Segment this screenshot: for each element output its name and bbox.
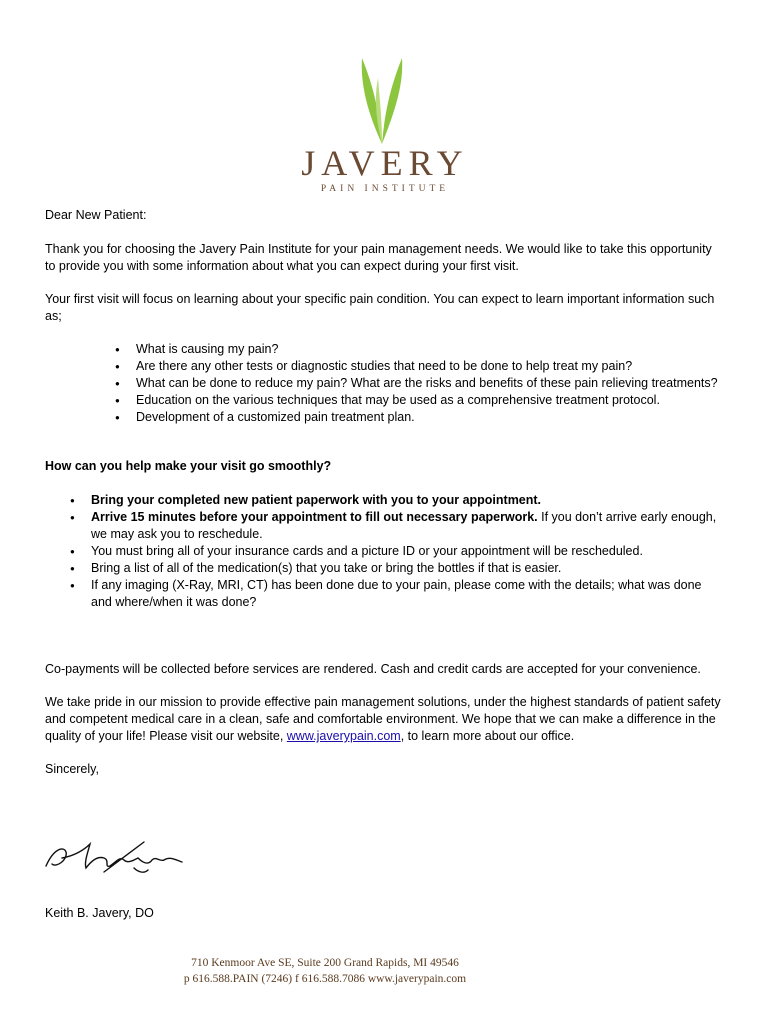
leaf-logo-icon	[352, 58, 412, 144]
list-item	[70, 543, 725, 560]
signature-image	[44, 838, 189, 878]
letter-body	[45, 207, 725, 778]
mission-text-end: , to learn more about our office.	[400, 729, 575, 743]
list-item: ● Education on the various techniques that may be used as a comprehensive treatment protocol.	[115, 392, 725, 409]
greeting: Dear New Patient:	[45, 208, 147, 222]
footer-contact: p 616.588.PAIN (7246) f 616.588.7086 www.javerypain.com	[183, 973, 467, 985]
tip-text: You must bring all of your insurance cards and a picture ID or your appointment will be rescheduled.	[91, 544, 643, 558]
list-item	[70, 509, 725, 543]
letterhead-logo	[0, 0, 770, 200]
tip-text: If you don’t arrive early enough, we may ask you to reschedule.	[91, 510, 717, 541]
footer-address: 710 Kenmoor Ave SE, Suite 200 Grand Rapids, MI 49546	[191, 957, 459, 969]
logo-subtitle: PAIN INSTITUTE	[320, 184, 450, 194]
mission-text: We take pride in our mission to provide effective pain management solutions, under the highest standards of patient safety and competent medical care in a clean, safe and comfortable environment. We hope that we can make a difference in the quality of your life! Please visit our website,	[45, 695, 721, 743]
tip-bold: Bring your completed new patient paperwork with you to your appointment.	[91, 493, 542, 507]
signer-name: Keith B. Javery, DO	[45, 906, 154, 920]
tip-text: If any imaging (X-Ray, MRI, CT) has been done due to your pain, please come with the details; what was done and where/when it was done?	[91, 578, 702, 609]
list-item	[70, 577, 725, 611]
questions-list	[115, 341, 725, 426]
mission-paragraph	[45, 694, 725, 745]
tips-list	[70, 492, 725, 611]
list-item	[70, 560, 725, 577]
logo-wordmark: JAVERY	[301, 143, 469, 183]
closing: Sincerely,	[45, 762, 99, 776]
list-item: ● Development of a customized pain treatment plan.	[115, 409, 725, 426]
help-heading: How can you help make your visit go smoothly?	[45, 459, 332, 473]
list-item: ● Are there any other tests or diagnostic studies that need to be done to help treat my pain?	[115, 358, 725, 375]
list-item: ● What can be done to reduce my pain? What are the risks and benefits of these pain relieving treatments?	[115, 375, 725, 392]
footer	[0, 955, 650, 987]
website-link[interactable]: www.javerypain.com	[286, 729, 401, 743]
first-visit-paragraph: Your first visit will focus on learning about your specific pain condition. You can expect to learn important information such as;	[45, 292, 715, 323]
tip-bold: Arrive 15 minutes before your appointment to fill out necessary paperwork.	[91, 510, 538, 524]
list-item	[70, 492, 725, 509]
tip-text: Bring a list of all of the medication(s) that you take or bring the bottles if that is easier.	[91, 561, 562, 575]
intro-paragraph: Thank you for choosing the Javery Pain Institute for your pain management needs. We would like to take this opportunity to provide you with some information about what you can expect during your first visit.	[45, 242, 712, 273]
list-item: ● What is causing my pain?	[115, 341, 725, 358]
copay-paragraph: Co-payments will be collected before services are rendered. Cash and credit cards are accepted for your convenience.	[45, 662, 701, 676]
